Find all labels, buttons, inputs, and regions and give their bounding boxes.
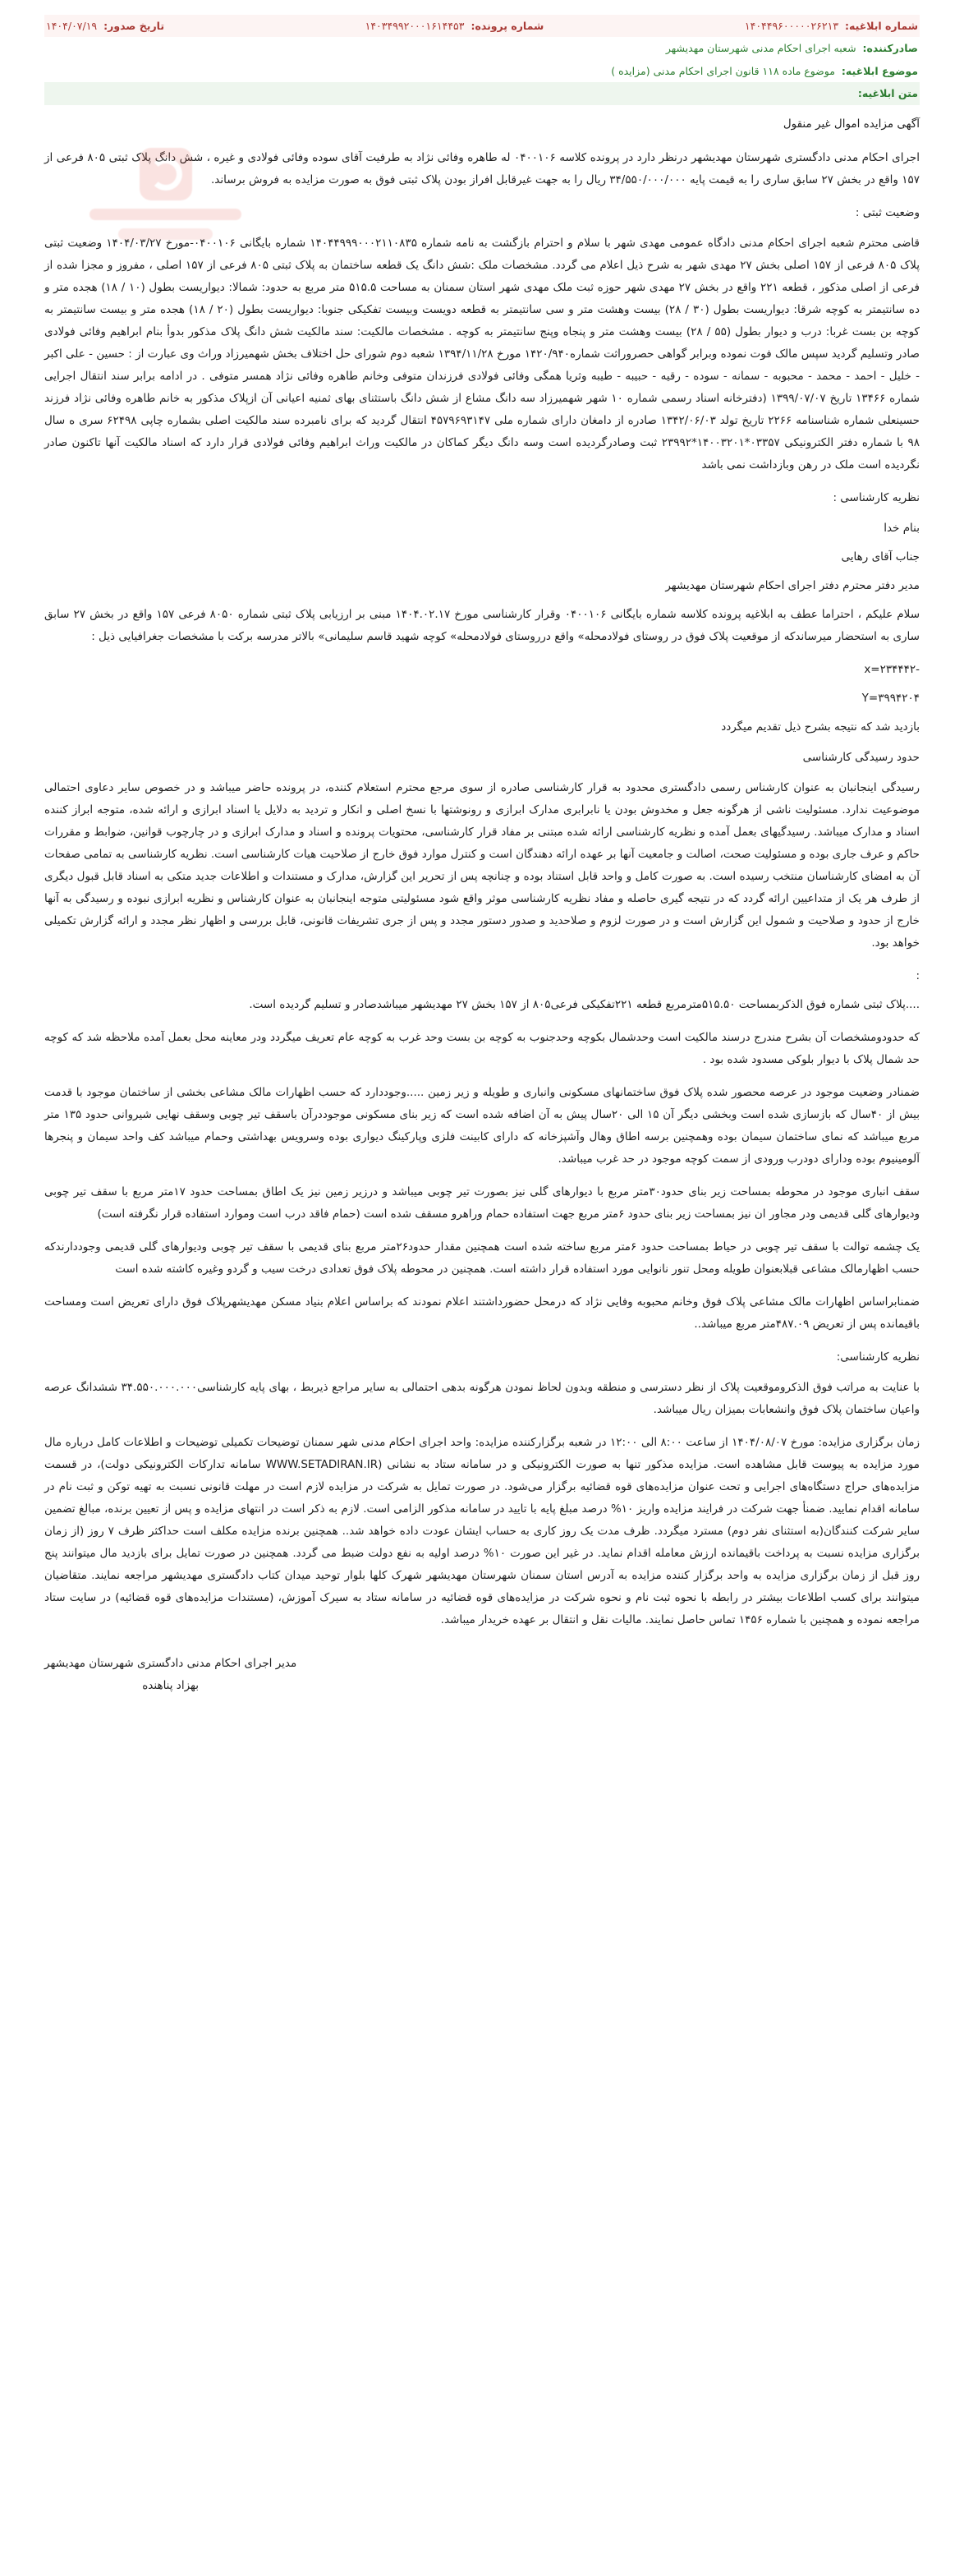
heading-registration-status: وضعیت ثبتی : [855, 205, 920, 219]
signature-name: بهزاد پناهنده [142, 1678, 199, 1692]
header-row-issuer [44, 37, 920, 59]
line-in-gods-name: بنام خدا [884, 521, 920, 535]
header-row-numbers [44, 15, 920, 37]
header-row-body-label [44, 82, 920, 104]
subject-value: موضوع ماده ۱۱۸ قانون اجرای احکام مدنی (مزایده ) [611, 64, 835, 77]
plot-description-paragraph: ....پلاک ثبتی شماره فوق الذکربمساحت ۵۱۵.۵۰مترمربع قطعه ۲۲۱تفکیکی فرعی۸۰۵ از ۱۵۷ بخش ۲۷ مهدیشهر میباشدصادر و تسلیم گردیده است. [249, 997, 920, 1011]
boundaries-paragraph: که حدودومشخصات آن بشرح مندرج درسند مالکیت است وحدشمال بکوچه وحدجنوب به کوچه بن بست وحد غرب به کوچه عام تعریف میگردد ودر معاینه محل بعمل آمده ملاحظه شد که کوچه حد شمال پلاک با دیوار بلوکی مسدود شده بود . [44, 1030, 920, 1066]
salutation-paragraph: سلام علیکم ، احتراما عطف به ابلاغیه پرونده کلاسه شماره بایگانی ۰۴۰۰۱۰۶ وقرار کارشناسی مورخ ۱۴۰۴.۰۲.۱۷ مبنی بر ارزیابی پلاک ثبتی شماره ۸۰۵۰ فرعی ۱۵۷ واقع در بخش ۲۷ سابق ساری به استحضار میرساندکه از موقعیت پلاک فوق در روستای فولادمحله» واقع درروستای فولادمحله» کوچه شهید قاسم سلیمانی» بالاتر مدرسه برکت با مشخصات جغرافیایی ذیل : [44, 607, 920, 643]
issue-date-value: ۱۴۰۴/۰۷/۱۹ [46, 20, 98, 32]
heading-expert-opinion-2: نظریه کارشناسی: [836, 1350, 920, 1364]
coordinate-x: -x=۲۳۴۴۴۲ [864, 662, 920, 676]
header-row-subject [44, 60, 920, 82]
notice-number [745, 18, 918, 34]
signature-title: مدیر اجرای احکام مدنی دادگستری شهرستان مهدیشهر [44, 1656, 297, 1670]
scope-paragraph: رسیدگی اینجانبان به عنوان کارشناس رسمی دادگستری محدود به قرار کارشناسی صادره از سوی مرجع محترم استعلام کننده، در پرونده حاضر میباشد و در خصوص سایر دعاوی احتمالی موضوعیت ندارد. مسئولیت ناشی از هرگونه جعل و مخدوش بودن یا نابرابری مدارک ابرازی و رونوشتها با نسخ اصلی و انکار و تردید به دلایل یا اسناد ابرازی و ارائه شده، متوجه ابراز کننده اسناد و مدارک میباشد. رسیدگیهای بعمل آمده و نظریه کارشناسی ارائه شده مبتنی بر مفاد قرار کارشناسی، محتویات پرونده و اسناد و مدارک ابرازی و در چارچوب قوانین، ضوابط و مقررات حاکم و عرف جاری بوده و مسئولیت صحت، اصالت و جامعیت آنها بر عهده ارائه دهندگان است و کنترل موارد فوق خارج از صلاحیت هیات کارشناسی است. نظریه کارشناسی به تمامی صفحات آن به امضای کارشناسان منتخب رسیده است. به صورت کامل و واحد قابل استناد بوده و چنانچه پس از تحریر این گزارش، مدارک و مستندات و اطلاعات جدید متکی به اسناد قابل قبول دیگری از طرف هر یک از متداعیین ارائه گردد که در نتیجه گیری حاصله و مفاد نظریه کارشناسی موثر واقع شود مسئولیتی متوجه اینجانبان به عنوان کارشناس و نظریه ابرازی نبوده و رسیدگی به آنها خارج از حدود و صلاحیت و شمول این گزارش است و در صورت لزوم و صلاحدید و صدور دستور مجدد و پس از جری تشریفات قانونی، قابل بررسی و اظهار نظر مجدد و ارائه گزارش تکمیلی خواهد بود. [44, 780, 920, 950]
storage-paragraph: سقف انباری موجود در محوطه بمساحت زیر بنای حدود۳۰متر مربع با دیوارهای گلی نیز بصورت تیر چوبی میباشد و درزیر زمین نیز یک اطاق بمساحت حدود ۱۷متر مربع با سقف تیر چوبی ودیوارهای گلی قدیمی ودر مجاور ان نیز بمساحت زیر بنای حدود ۶متر مربع جهت استفاده حمام وراهرو مسقف شده است (حمام فاقد درب است وموارد استفاده قرار نگرفته است) [44, 1184, 920, 1221]
toilet-paragraph: یک چشمه توالت با سقف تیر چوبی در حیاط بمساحت حدود ۶متر مربع ساخته شده است همچنین مقدار حدود۲۶متر مربع بنای قدیمی با سقف تیر چوبی ودیوارهای گلی قدیمی وجوددارندکه حسب اظهارمالک مشاعی قبلابعنوان طویله ومحل تنور نانوایی مورد استفاده قرار داشته است. همچنین در محوطه پلاک فوق تعدادی درخت سیب و گردو وغیره کاشته شده است [44, 1240, 920, 1276]
line-addressee-title: مدیر دفتر محترم دفتر اجرای احکام شهرستان مهدیشهر [665, 578, 920, 592]
notice-number-value: ۱۴۰۴۴۹۶۰۰۰۰۰۲۶۲۱۳ [744, 20, 839, 32]
issue-date [46, 18, 164, 34]
buildings-paragraph: ضمنادر وضعیت موجود در عرصه محصور شده پلاک فوق ساختمانهای مسکونی وانباری و طویله و زیر زمین .....وجوددارد که حسب اظهارات مالک مشاعی بخشی از ساختمان موجود با قدمت بیش از ۴۰سال که بازسازی شده است وبخشی دیگر آن ۱۵ الی ۲۰سال پیش به آن اضافه شده است که زیر بنای مسکونی موجوددرآن باسقف تیر چوبی وسقف نهایی شیروانی حدود ۱۳۵ متر مربع میباشد که نمای ساختمان سیمان بوده وهمچنین برسه اطاق وهال وآشپزخانه که دارای کابینت فلزی وپارکینگ دیواری بوده وسرویس بهداشتی وحمام میباشد کف واحد سیمان و پنجرها آلومینیوم بوده ودارای دودرب ورودی از سمت کوچه موجود در حد غرب میباشد. [44, 1085, 920, 1166]
line-addressee: جناب آقای رهایی [841, 550, 920, 564]
case-number [365, 18, 544, 34]
subject-label: موضوع ابلاغیه: [841, 64, 918, 77]
issuer-value: شعبه اجرای احکام مدنی شهرستان مهدیشهر [665, 42, 856, 55]
auction-details-paragraph: زمان برگزاری مزایده: مورخ ۱۴۰۴/۰۸/۰۷ از ساعت ۸:۰۰ الی ۱۲:۰۰ در شعبه برگزارکننده مزایده: واحد اجرای احکام مدنی شهر سمنان توضیحات تکمیلی توضیحات و اطلاعات کامل درباره مال مورد مزایده به پیوست قابل مشاهده است. مزایده مذکور تنها به صورت الکترونیکی و در سامانه ستاد به نشانی (WWW.SETADIRAN.IR سامانه تدارکات الکترونیکی دولت)، در قسمت مزایده‌های حراج دستگاه‌های اجرایی و تحت عنوان مزایده‌های قوه قضائیه برگزار می‌شود. در صورت تمایل به شرکت در مزایده لازم است در مهلت قانونی نسبت به تهیه توکن و ثبت نام در سامانه اقدام نمایید. ضمنأ جهت شرکت در فرایند مزایده واریز ۱۰% درصد مبلغ پایه با تایید در سامانه مذکور الزامی است. لازم به ذکر است در انتهای مزایده و پس از تعیین برنده، مبالغ تضمین سایر شرکت کنندگان(به استثنای نفر دوم) مسترد میگردد. ظرف مدت یک روز کاری به حساب ایشان عودت داده خواهد شد.. همچنین برنده مزایده مکلف است حداکثر ظرف ۷ روز (از زمان برگزاری مزایده نسبت به پرداخت باقیمانده ارزش معامله اقدام نماید. در غیر این صورت ۱۰% درصد اولیه به نفع دولت ضبط می گردد. همچنین در صورت تمایل برای بازدید مال میتوانند پنج روز قبل از زمان برگزاری مزایده به واحد برگزار کننده مزایده به آدرس استان سمنان شهرستان مهدیشهر شهرک کلها بلوار توحید میدان کتاب دادگستری مهدیشهر مراجعه نمایند. متقاضیان میتوانند برای کسب اطلاعات بیشتر در رابطه با نحوه ثبت نام و نحوه شرکت در مزایده‌های قوه قضائیه در سامانه ستاد به سیرک آموزش، (مستندات مزایده‌های قوه قضائیه) در سایت ستاد مراجعه نموده و همچنین با شماره ۱۴۵۶ تماس حاصل نمایند. مالیات نقل و انتقال بر عهده خریدار میباشد. [44, 1435, 920, 1626]
heading-scope: حدود رسیدگی کارشناسی [802, 750, 920, 764]
heading-expert-opinion: نظریه کارشناسی : [833, 490, 920, 504]
colon-line: : [916, 968, 920, 982]
case-number-label: شماره پرونده: [471, 20, 544, 32]
case-number-value: ۱۴۰۳۴۹۹۲۰۰۰۱۶۱۴۴۵۳ [365, 20, 465, 32]
coordinate-y: Y=۳۹۹۴۲۰۴ [861, 691, 920, 705]
signature-block [44, 1653, 920, 1697]
document-body [44, 113, 920, 1631]
body-label: متن ابلاغیه: [857, 87, 918, 100]
signature-inner [44, 1653, 296, 1697]
notice-title: آگهی مزایده اموال غیر منقول [783, 117, 920, 131]
intro-paragraph: اجرای احکام مدنی دادگستری شهرستان مهدیشهر درنظر دارد در پرونده کلاسه ۰۴۰۰۱۰۶ له طاهره وفائی نژاد به طرفیت آقای سوده وفائی فولادی و غیره ، شش دانگ پلاک ثبتی ۸۰۵ فرعی از ۱۵۷ واقع در بخش ۲۷ سابق ساری را به قیمت پایه ۳۴/۵۵۰/۰۰۰/۰۰۰ ریال را به جهت غیرقابل افراز بودن پلاک ثبتی فوق به صورت مزایده به فروش برساند. [44, 150, 920, 186]
widening-paragraph: ضمنابراساس اظهارات مالک مشاعی پلاک فوق وخانم محبوبه وفایی نژاد که درمحل حضورداشتند اعلام نمودند که براساس اعلام بنیاد مسکن مهدیشهرپلاک فوق دارای تعریض است ومساحت باقیمانده پس از تعریض ۴۸۷.۰۹متر مربع میباشد.. [44, 1295, 920, 1331]
valuation-paragraph: با عنایت به مراتب فوق الذکروموقعیت پلاک از نظر دسترسی و منطقه وبدون لحاظ نمودن هرگونه بدهی احتمالی به سایر مراجع ذیربط ، بهای پایه کارشناسی۳۴.۵۵۰.۰۰۰.۰۰۰ ششدانگ عرصه واعیان ساختمان پلاک فوق وانشعابات بمیزان ریال میباشد. [44, 1380, 920, 1416]
registration-status-paragraph: قاضی محترم شعبه اجرای احکام مدنی دادگاه عمومی مهدی شهر با سلام و احترام بازگشت به نامه شماره ۱۴۰۴۴۹۹۹۰۰۰۲۱۱۰۸۳۵ شماره بایگانی ۰۴۰۰۱۰۶-مورخ ۱۴۰۴/۰۳/۲۷ وضعیت ثبتی پلاک ۸۰۵ فرعی از ۱۵۷ اصلی بخش ۲۷ مهدی شهر به شرح ذیل اعلام می گردد. مشخصات ملک :شش دانگ یک قطعه ساختمان به پلاک ثبتی ۸۰۵ فرعی از ۱۵۷ اصلی ، مفروز و مجزا شده از فرعی از اصلی مذکور ، قطعه ۲۲۱ واقع در بخش ۲۷ مهدی شهر حوزه ثبت ملک مهدی شهر استان سمنان به مساحت ۵۱۵.۵ متر مربع به حدود: شمالا: دیواریست بطول (۱۰ / ۱۸) هجده متر و ده سانتیمتر به کوچه شرقا: دیواریست بطول (۳۰ / ۲۸) بیست وهشت متر و سی سانتیمتر به قطعه دویست وبیست تفکیکی جنوبا: دیواریست بطول (۲۰ / ۱۸) هجده متر و بیست سانتیمتر به کوچه بن بست غربا: درب و دیوار بطول (۵۵ / ۲۸) بیست وهشت متر و پنجاه وپنج سانتیمتر به کوچه . مشخصات مالکیت: سند مالکیت شش دانگ پلاک مذکور بدوأ بنام ابراهیم وفائی فولادی صادر وتسلیم گردید سپس مالک فوت نموده وبرابر گواهی حصروراثت شماره۱۴۲۰/۹۴۰ مورخ ۱۳۹۴/۱۱/۲۸ شعبه دوم شورای حل اختلاف بخش شهمیرزاد وراث وی عبارت از : حسین - علی اکبر - خلیل - احمد - محمد - محبوبه - سمانه - سوده - رقیه - حبیبه - طیبه وثریا همگی وفائی فولادی فرزندان متوفی وخانم طاهره وفائی نژاد همسر متوفی . در ادامه برابر سند انتقال اجرایی شماره ۱۳۴۶۶ تاریخ ۱۳۹۹/۰۷/۰۷ (دفترخانه اسناد رسمی شماره ۱۰ شهر شهمیرزاد سه دانگ مشاع از شش دانگ باستثنای بهای ثمنیه اعیانی آن ازپلاک مذکور به خانم طاهره وفائی نژاد فرزند حسینعلی شماره شناسنامه ۲۲۶۶ تاریخ تولد ۱۳۴۲/۰۶/۰۳ صادره از دامغان دارای شماره ملی ۴۵۷۹۶۹۳۱۴۷ انتقال گردید که برای نامبرده سند مالکیت اصلی بشماره چاپی ۶۲۴۹۸ سری ه سال ۹۸ با شماره دفتر الکترونیکی ۰۳۳۵۷*۱۴۰۰۳۲۰۱*۲۳۹۹۲ ثبت وصادرگردیده است وسه دانگ دیگر کماکان در مالکیت وراث ابراهیم وفائی فولادی قرار دارد که اسناد مالکیت آنها تاکنون صادر نگردیده است ملک در رهن وبازداشت نمی باشد [44, 236, 920, 472]
issue-date-label: تاریخ صدور: [103, 20, 165, 32]
line-visit-result: بازدید شد که نتیجه بشرح ذیل تقدیم میگردد [721, 720, 920, 734]
notice-header [44, 15, 920, 105]
issuer-label: صادرکننده: [862, 42, 918, 55]
notice-number-label: شماره ابلاغیه: [845, 20, 918, 32]
